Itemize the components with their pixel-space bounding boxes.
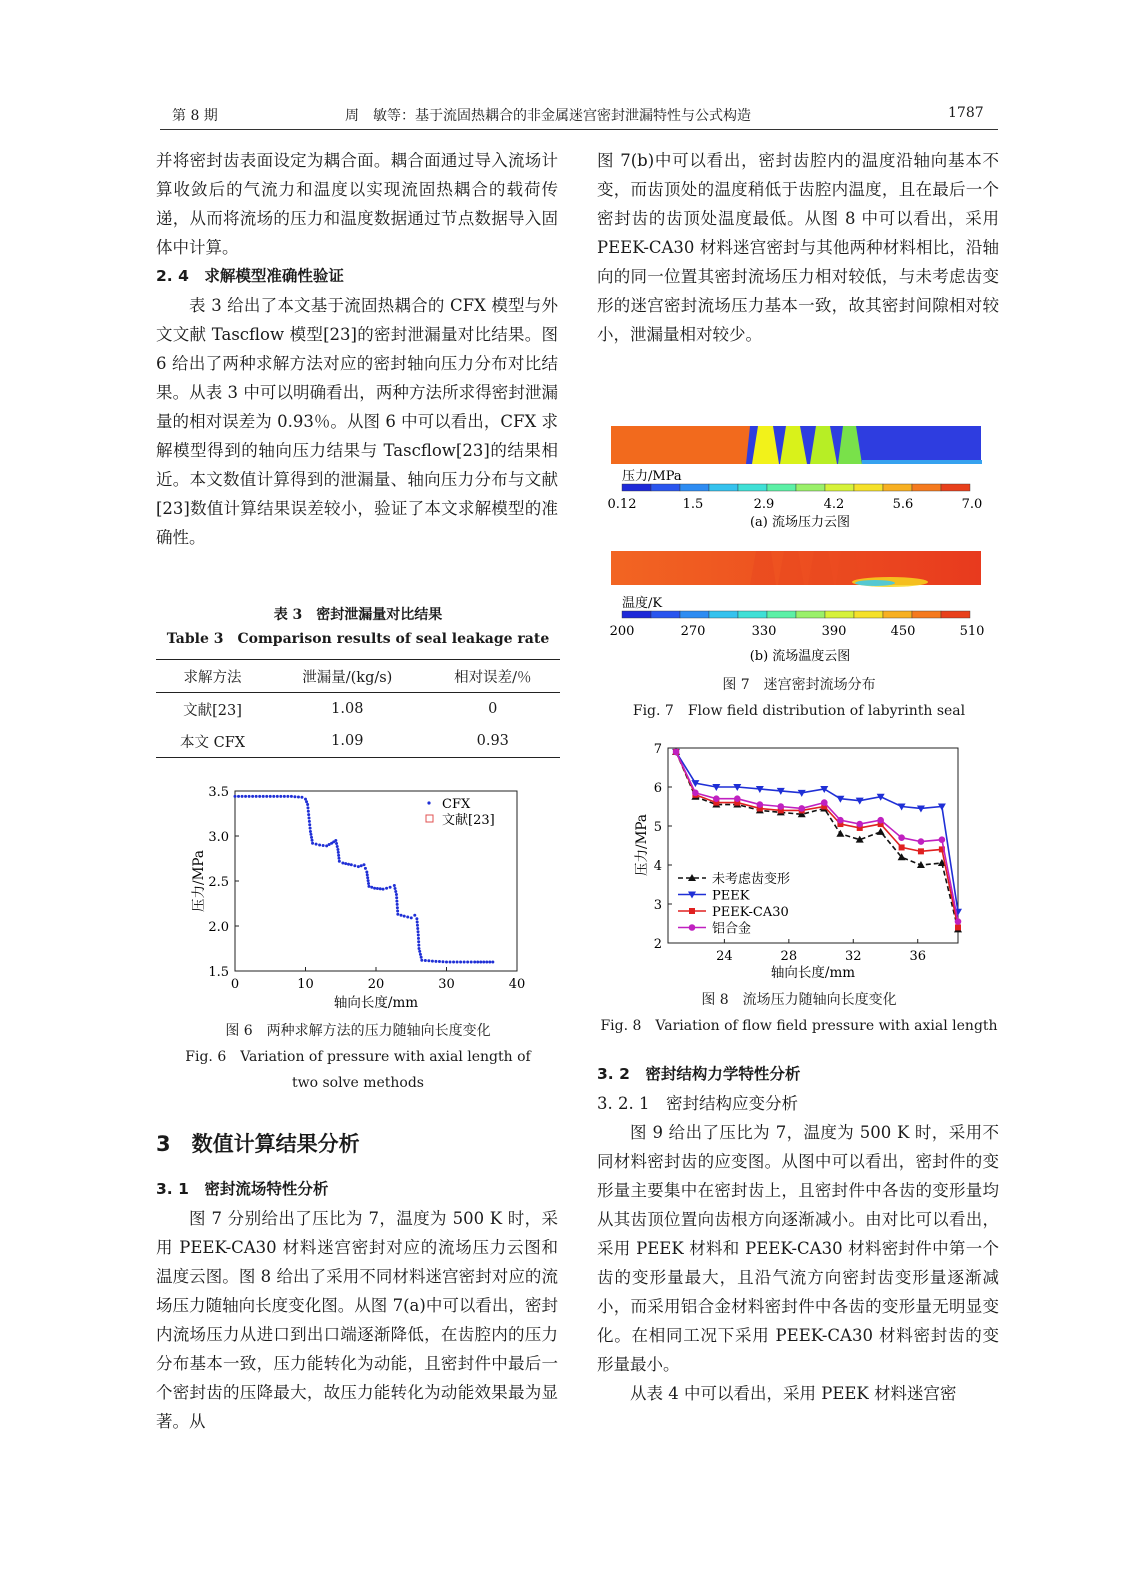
cfx-point [365,871,368,874]
x-tick-label: 30 [438,977,455,992]
legend-label: PEEK [712,888,750,904]
y-tick-label: 2.5 [208,875,229,890]
colorbar-tick-label: 270 [680,624,706,639]
fig7a-subcaption: (a) 流场压力云图 [749,515,851,530]
data-point [856,821,863,828]
x-axis-label: 轴向长度/mm [333,995,419,1011]
cfx-point [373,887,376,890]
colorbar-segment [622,484,651,491]
table-header-row [156,660,560,693]
cfx-point [258,795,261,798]
cfx-point [304,798,307,801]
cfx-point [366,876,369,879]
colorbar-tick-label: 1.5 [682,497,704,512]
legend-label: 未考虑齿变形 [712,872,791,887]
x-tick-label: 28 [780,949,798,964]
cfx-point [445,961,448,964]
cfx-point [403,915,406,918]
right-paragraph-1: 图 7(b)中可以看出，密封齿腔内的温度沿轴向基本不变，而齿顶处的温度稍低于齿腔内温度，且在最后一个密封齿的齿顶处温度最低。从图 8 中可以看出，采用 PEEK-CA30 材料迷宫密封与其他两种材料相比，沿轴向的同一位置其密封流场压力相对较低，与未考虑齿变形的迷宫密封流场压力基本一致，故其密封间隙相对较小，泄漏量相对较少。 [597,151,999,344]
cfx-point [309,833,312,836]
cfx-point [265,795,268,798]
issue-number: 第 8 期 [172,108,218,124]
fig8-caption-en: Fig. 8 Variation of flow field pressure with axial length [600,1018,998,1034]
cfx-point [338,860,341,863]
colorbar-tick-label: 4.2 [823,497,845,512]
cfx-point [417,930,420,933]
y-tick-label: 2.0 [208,920,229,935]
cfx-point [395,900,398,903]
x-axis-label: 轴向长度/mm [770,965,856,981]
table-header-cell: 泄漏量/(kg/s) [302,669,393,686]
cfx-point [396,910,399,913]
page-number: 1787 [948,105,984,121]
cfx-point [269,795,272,798]
right-column-top [597,146,999,349]
y-tick-label: 3 [653,898,662,913]
colorbar-tick-label: 0.12 [607,497,637,512]
table-3-block [156,603,560,758]
cfx-point [350,863,353,866]
cfx-point [308,823,311,826]
cfx-point [357,865,360,868]
cfx-point [276,795,279,798]
section-3-heading: 3 数值计算结果分析 [156,1132,360,1156]
legend-label: PEEK-CA30 [712,905,789,920]
cfx-point [406,916,409,919]
cfx-point [434,960,437,963]
cfx-point [336,845,339,848]
colorbar-tick-label: 510 [959,624,985,639]
table-cell: 文献[23] [183,702,242,719]
cfx-point [283,795,286,798]
cfx-point [417,940,420,943]
y-tick-label: 1.5 [208,965,229,980]
data-point [673,749,680,756]
cfx-point [452,961,455,964]
y-tick-label: 3.0 [208,830,229,845]
cfx-point [385,887,388,890]
cfx-point [466,961,469,964]
leakage-comparison-table [156,659,560,758]
table-cell: 1.09 [331,733,364,749]
colorbar-segment [738,611,767,618]
cfx-point [306,806,309,809]
running-header [160,103,998,130]
data-point [734,795,741,802]
cfx-point [413,914,416,917]
colorbar-segment [854,611,883,618]
table-header-cell: 相对误差/％ [454,669,532,686]
cfx-point [297,796,300,799]
cfx-point [300,796,303,799]
colorbar-segment [912,611,941,618]
figure-7-caption [597,672,1001,724]
data-point [877,817,884,824]
cfx-point [367,885,370,888]
cfx-point [438,960,441,963]
cfx-point [417,934,420,937]
cfx-point [417,937,420,940]
cfx-point [337,857,340,860]
colorbar-tick-label: 200 [609,624,635,639]
figure-7-contours [600,420,1000,695]
y-tick-label: 3.5 [208,785,229,800]
cfx-point [318,844,321,847]
right-column-lower [597,1060,999,1408]
data-point [955,918,962,925]
cfx-point [366,873,369,876]
colorbar-segment [796,611,825,618]
data-point [899,844,905,850]
section-3-2-heading: 3. 2 密封结构力学特性分析 [597,1065,801,1083]
cfx-point [396,903,399,906]
cfx-point [310,836,313,839]
cfx-point [311,839,314,842]
cfx-point [459,961,462,964]
legend-marker-cfx [427,801,430,804]
cfx-point [416,927,419,930]
data-point [821,799,828,806]
cfx-point [279,795,282,798]
cfx-point [482,961,485,964]
cfx-point [337,854,340,857]
colorbar-segment [767,611,796,618]
colorbar-segment [854,484,883,491]
y-tick-label: 5 [653,820,662,835]
cfx-point [305,800,308,803]
left-column-lower [156,1175,558,1436]
figure-8-caption [597,987,1001,1039]
cfx-point [420,956,423,959]
cfx-point [307,810,310,813]
colorbar-tick-label: 2.9 [753,497,775,512]
data-point [757,801,764,808]
y-axis-label: 压力/MPa [191,850,207,912]
x-tick-label: 24 [716,949,733,964]
cfx-point [248,795,251,798]
cfx-point [334,839,337,842]
x-tick-label: 20 [367,977,385,992]
cfx-point [244,795,247,798]
colorbar-segment [796,484,825,491]
running-title: 周 敏等：基于流固热耦合的非金属迷宫密封泄漏特性与公式构造 [345,108,751,124]
fig7-caption-en: Fig. 7 Flow field distribution of labyrinth seal [632,703,966,719]
fig6-caption-en-1: Fig. 6 Variation of pressure with axial length of [185,1049,531,1065]
cfx-point [308,817,311,820]
data-point [692,790,699,797]
data-point [777,803,784,810]
cfx-point [470,961,473,964]
cfx-point [400,914,403,917]
cfx-point [417,944,420,947]
colorbar-segment [825,611,854,618]
data-point [798,805,805,812]
colorbar-segment [709,484,738,491]
cfx-point [396,906,399,909]
fig6-caption-cn: 图 6 两种求解方法的压力随轴向长度变化 [225,1023,491,1039]
cfx-point [419,953,422,956]
cfx-point [424,959,427,962]
temperature-unit-label: 温度/K [622,596,663,611]
cfx-point [251,795,254,798]
cfx-point [393,884,396,887]
pressure-colorbar [622,484,970,491]
cfx-point [473,961,476,964]
section-2-4-heading: 2. 4 求解模型准确性验证 [156,267,344,285]
table-header-cell: 求解方法 [183,669,242,686]
cfx-point [418,947,421,950]
cfx-point [237,795,240,798]
table-3-caption-en: Table 3 Comparison results of seal leakage rate [166,631,550,647]
data-point [955,924,961,930]
colorbar-segment [651,484,680,491]
cfx-point [418,950,421,953]
left-column [156,146,558,552]
cfx-point [488,961,491,964]
data-point [689,924,696,931]
section-3-1-heading: 3. 1 密封流场特性分析 [156,1180,329,1198]
cfx-point [431,960,434,963]
left-paragraph-1: 并将密封齿表面设定为耦合面。耦合面通过导入流场计算收敛后的气流力和温度以实现流固热耦合的载荷传递，从而将流场的压力和温度数据通过节点数据导入固体中计算。 [156,151,558,257]
cfx-point [416,921,419,924]
data-point [898,834,905,841]
y-tick-label: 6 [653,781,662,796]
y-tick-label: 2 [653,937,662,952]
cfx-point [379,887,382,890]
fig7b-subcaption: (b) 流场温度云图 [749,649,851,664]
cfx-point [376,887,379,890]
fig6-caption-en-2: two solve methods [291,1075,424,1091]
cfx-point [416,924,419,927]
cfx-point [315,843,318,846]
colorbar-segment [883,611,912,618]
colorbar-segment [941,611,970,618]
cfx-point [367,879,370,882]
cfx-point [311,842,314,845]
colorbar-segment [738,484,767,491]
colorbar-segment [825,484,854,491]
x-tick-label: 40 [508,977,526,992]
temperature-contour-image [611,551,981,587]
cfx-point [420,959,423,962]
figure-6-chart [180,780,540,1015]
left-paragraph-3: 图 7 分别给出了压比为 7，温度为 500 K 时，采用 PEEK-CA30 材料迷宫密封对应的流场压力云图和温度云图。图 8 给出了采用不同材料迷宫密封对应的流场压力随轴向长度变化图。从图 7(a)中可以看出，密封内流场压力从进口到出口端逐渐降低，在齿腔内的压力分布基本一致，压力能转化为动能，且密封件中最后一个密封齿的压降最大，故压力能转化为动能效果最为显著。从 [156,1209,558,1431]
cfx-point [382,888,385,891]
cfx-point [347,863,350,866]
colorbar-tick-label: 330 [751,624,777,639]
table-cell: 本文 CFX [179,734,246,751]
cfx-point [322,844,325,847]
cfx-point [307,813,310,816]
y-axis-label: 压力/MPa [634,814,650,876]
cfx-point [415,917,418,920]
cfx-point [341,862,344,865]
colorbar-segment [622,611,651,618]
cfx-point [336,848,339,851]
table-cell: 1.08 [331,701,364,717]
cfx-point [364,867,367,870]
colorbar-tick-label: 390 [821,624,847,639]
x-tick-label: 10 [297,977,314,992]
left-paragraph-2: 表 3 给出了本文基于流固热耦合的 CFX 模型与外文文献 Tascflow 模型[23]的密封泄漏量对比结果。图 6 给出了两种求解方法对应的密封轴向压力分布对比结果。从表 3 中可以明确看出，两种方法所求得密封泄漏量的相对误差为 0.93％。从图 6 中可以看出，CFX 求解模型得到的轴向压力结果与 Tascflow[23]的结果相近。本文数值计算得到的泄漏量、轴向压力分布与文献[23]数值计算结果误差较小，验证了本文求解模型的准确性。 [156,296,558,547]
cfx-point [290,795,293,798]
cfx-point [491,961,494,964]
colorbar-segment [941,484,970,491]
cfx-point [262,795,265,798]
figure-6-caption [156,1018,560,1096]
legend-label-cfx: CFX [442,797,471,812]
cfx-point [479,961,482,964]
cfx-point [394,890,397,893]
cfx-point [485,961,488,964]
table-row [156,725,560,758]
cfx-point [272,795,275,798]
colorbar-segment [912,484,941,491]
x-tick-label: 36 [909,949,926,964]
data-point [918,848,924,854]
fig8-caption-cn: 图 8 流场压力随轴向长度变化 [701,992,897,1008]
pressure-contour-image [611,426,982,464]
table-3-caption-cn: 表 3 密封泄漏量对比结果 [273,607,443,623]
figure-8-chart [630,740,970,985]
legend-label-ref23: 文献[23] [442,813,495,828]
cfx-point [255,795,258,798]
cfx-point [449,961,452,964]
section-3-2-1-heading: 3. 2. 1 密封结构应变分析 [597,1094,798,1113]
cfx-point [363,863,366,866]
colorbar-tick-label: 5.6 [892,497,914,512]
cfx-point [389,886,392,889]
cfx-point [476,961,479,964]
data-point [713,795,720,802]
data-point [939,836,946,843]
x-tick-label: 0 [230,977,240,992]
cfx-point [396,913,399,916]
cfx-point [395,896,398,899]
colorbar-segment [680,611,709,618]
data-point [918,838,925,845]
right-paragraph-3: 从表 4 中可以看出，采用 PEEK 材料迷宫密 [630,1384,957,1403]
cfx-point [309,827,312,830]
cfx-point [370,886,373,889]
temperature-colorbar [622,611,970,618]
cfx-point [293,795,296,798]
cfx-point [309,830,312,833]
pressure-unit-label: 压力/MPa [622,469,682,484]
fig7-caption-cn: 图 7 迷宫密封流场分布 [722,677,876,693]
y-tick-label: 4 [653,859,662,874]
legend-label: 铝合金 [712,921,752,937]
cfx-point [441,960,444,963]
cfx-point [308,820,311,823]
right-paragraph-2: 图 9 给出了压比为 7，温度为 500 K 时，采用不同材料密封齿的应变图。从图中可以看出，密封件的变形量主要集中在密封齿上，且密封件中各齿的变形量均从其齿顶位置向齿根方向逐渐减小。由对比可以看出，采用 PEEK 材料和 PEEK-CA30 材料密封件中第一个齿的变形量最大，且沿气流方向密封齿变形量逐渐减小，而采用铝合金材料密封件中各齿的变形量无明显变化。在相同工况下采用 PEEK-CA30 材料密封齿的变形量最小。 [597,1123,999,1374]
cfx-point [463,961,466,964]
cfx-point [427,959,430,962]
cfx-point [353,864,356,867]
cfx-point [395,893,398,896]
colorbar-segment [709,611,738,618]
colorbar-segment [680,484,709,491]
cfx-point [394,887,397,890]
cfx-point [234,795,237,798]
table-row [156,693,560,726]
cfx-point [367,882,370,885]
table-cell: 0.93 [476,733,509,749]
cfx-point [286,795,289,798]
x-tick-label: 32 [845,949,862,964]
y-tick-label: 7 [653,742,662,757]
colorbar-tick-label: 7.0 [961,497,983,512]
colorbar-segment [651,611,680,618]
cfx-point [337,851,340,854]
cfx-point [344,862,347,865]
colorbar-tick-label: 450 [890,624,916,639]
cfx-point [306,803,309,806]
cfx-point [241,795,244,798]
cfx-point [360,864,363,867]
colorbar-segment [767,484,796,491]
cfx-point [456,961,459,964]
data-point [689,908,695,914]
colorbar-segment [883,484,912,491]
table-cell: 0 [488,701,498,717]
data-point [837,817,844,824]
cfx-point [410,916,413,919]
cfx-point [335,842,338,845]
